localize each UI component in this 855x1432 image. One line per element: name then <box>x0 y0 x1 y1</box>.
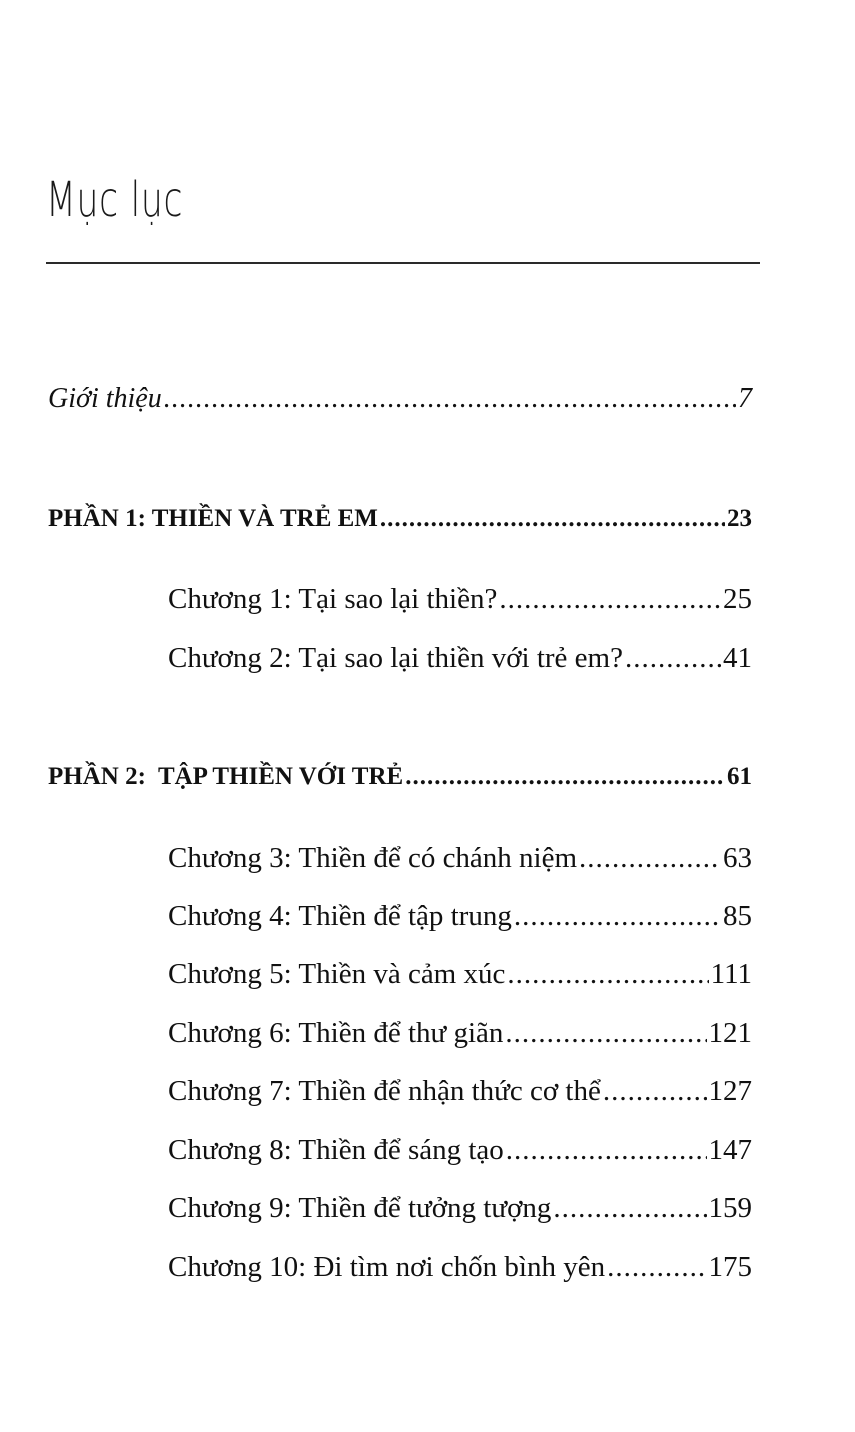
toc-chapter-label: Chương 2: Tại sao lại thiền với trẻ em? <box>168 642 623 674</box>
toc-chapter-8 <box>168 1136 752 1165</box>
toc-chapter-3 <box>168 844 752 873</box>
toc-part-label: PHẦN 2: TẬP THIỀN VỚI TRẺ <box>48 763 404 790</box>
dot-leader <box>405 764 725 789</box>
toc-part-page: 23 <box>727 505 752 532</box>
toc-chapter-label: Chương 5: Thiền và cảm xúc <box>168 958 506 990</box>
title-divider <box>46 262 760 264</box>
dot-leader <box>506 1136 707 1165</box>
toc-chapter-7 <box>168 1077 752 1106</box>
toc-chapter-page: 121 <box>708 1017 752 1049</box>
toc-chapter-label: Chương 4: Thiền để tập trung <box>168 900 512 932</box>
dot-leader <box>380 506 725 531</box>
toc-chapter-label: Chương 7: Thiền để nhận thức cơ thể <box>168 1075 601 1107</box>
toc-chapter-label: Chương 1: Tại sao lại thiền? <box>168 583 498 615</box>
toc-title: Mục lục <box>46 172 184 228</box>
toc-chapter-6 <box>168 1019 752 1048</box>
toc-entry-page: 7 <box>738 383 752 414</box>
toc-chapter-5 <box>168 960 752 989</box>
toc-chapter-9 <box>168 1194 752 1223</box>
toc-chapter-label: Chương 6: Thiền để thư giãn <box>168 1017 504 1049</box>
dot-leader <box>603 1077 707 1106</box>
dot-leader <box>505 1019 706 1048</box>
toc-chapter-label: Chương 8: Thiền để sáng tạo <box>168 1134 504 1166</box>
toc-chapter-page: 85 <box>723 900 752 932</box>
dot-leader <box>507 960 708 989</box>
toc-chapter-page: 25 <box>723 583 752 615</box>
toc-chapter-label: Chương 10: Đi tìm nơi chốn bình yên <box>168 1251 606 1283</box>
toc-chapter-4 <box>168 902 752 931</box>
toc-chapter-page: 159 <box>708 1192 752 1224</box>
toc-entry-intro <box>48 385 752 413</box>
toc-chapter-page: 63 <box>723 842 752 874</box>
toc-chapter-page: 111 <box>710 958 752 990</box>
dot-leader <box>607 1253 706 1282</box>
toc-chapter-page: 175 <box>708 1251 752 1283</box>
dot-leader <box>553 1194 706 1223</box>
toc-chapter-label: Chương 3: Thiền để có chánh niệm <box>168 842 578 874</box>
toc-chapter-page: 147 <box>708 1134 752 1166</box>
dot-leader <box>579 844 721 873</box>
dot-leader <box>164 385 736 413</box>
toc-part-1 <box>48 506 752 531</box>
toc-part-label: PHẦN 1: THIỀN VÀ TRẺ EM <box>48 505 378 532</box>
toc-chapter-2 <box>168 644 752 673</box>
toc-chapter-page: 41 <box>723 642 752 674</box>
dot-leader <box>499 585 721 614</box>
toc-chapter-10 <box>168 1253 752 1282</box>
dot-leader <box>514 902 721 931</box>
toc-part-2 <box>48 764 752 789</box>
toc-part-page: 61 <box>727 763 752 790</box>
toc-chapter-1 <box>168 585 752 614</box>
toc-chapter-label: Chương 9: Thiền để tưởng tượng <box>168 1192 552 1224</box>
toc-entry-label: Giới thiệu <box>48 383 162 414</box>
dot-leader <box>625 644 721 673</box>
toc-chapter-page: 127 <box>708 1075 752 1107</box>
